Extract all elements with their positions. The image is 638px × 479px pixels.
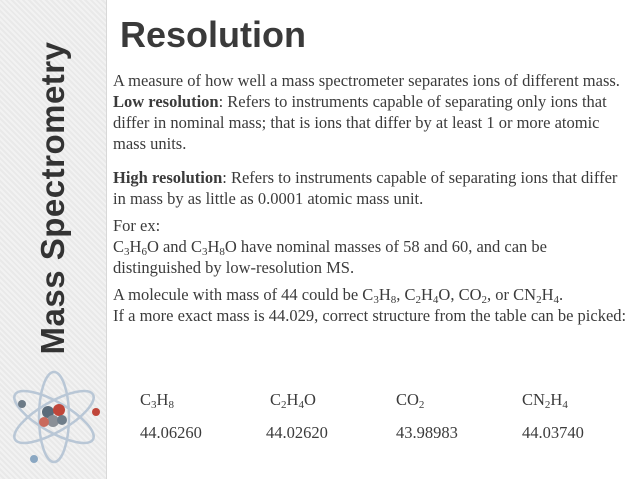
inline-formula: $CN_2H_4$ — [513, 285, 559, 306]
low-resolution-label: Low resolution — [113, 92, 219, 111]
table-formula: $C_2H_4O$ — [270, 390, 316, 411]
exact-mass-text: If a more exact mass is 44.029, correct structure from the table can be picked: — [113, 306, 627, 325]
high-resolution-text: : Refers to instruments capable of separating ions that differ in mass by as little as 0.0001 atomic mass unit. — [113, 168, 618, 208]
table-mass: 44.06260 — [140, 423, 202, 442]
low-resolution-paragraph — [113, 91, 628, 154]
sidebar — [0, 0, 107, 479]
slide-title: Resolution — [120, 14, 306, 55]
example-formula-2: $C_3H_8O$ — [190, 237, 237, 258]
high-resolution-label: High resolution — [113, 168, 223, 187]
inline-formula-list: $C_3H_8$, $C_2H_4O$, $CO_2$, or $CN_2H_4$. — [362, 285, 564, 306]
example-formula-1: $C_3H_6O$ — [113, 237, 159, 258]
molecule-text: A molecule with mass of 44 could be $C_3H_8$, $C_2H_4O$, $CO_2$, or $CN_2H_4$. — [113, 285, 564, 306]
table-mass: 44.03740 — [522, 423, 584, 442]
table-formula: $CO_2$ — [396, 390, 425, 411]
atom-icon — [4, 362, 104, 472]
example-text: $C_3H_6O$ and $C_3H_8O$ have nominal masses of 58 and 60, and can be distinguished by low-resolution MS. — [113, 237, 548, 277]
example-label: For ex: — [113, 216, 161, 235]
definition-text: A measure of how well a mass spectrometer separates ions of different mass. — [113, 71, 620, 90]
inline-formula: $C_3H_8$ — [362, 285, 397, 306]
inline-formula: $C_2H_4O$ — [404, 285, 451, 306]
slide-content — [113, 70, 628, 326]
sidebar-title: Mass Spectrometry — [34, 41, 71, 355]
table-mass: 43.98983 — [396, 423, 458, 442]
low-resolution-text: : Refers to instruments capable of separating only ions that differ in nominal mass; that is ions that differ by at least 1 or more atomic mass units. — [113, 92, 607, 153]
inline-formula: $CO_2$ — [458, 285, 488, 306]
table-mass: 44.02620 — [266, 423, 328, 442]
high-resolution-paragraph — [113, 167, 628, 209]
table-formula: $C_3H_8$ — [140, 390, 174, 411]
table-formula: $CN_2H_4$ — [522, 390, 568, 411]
